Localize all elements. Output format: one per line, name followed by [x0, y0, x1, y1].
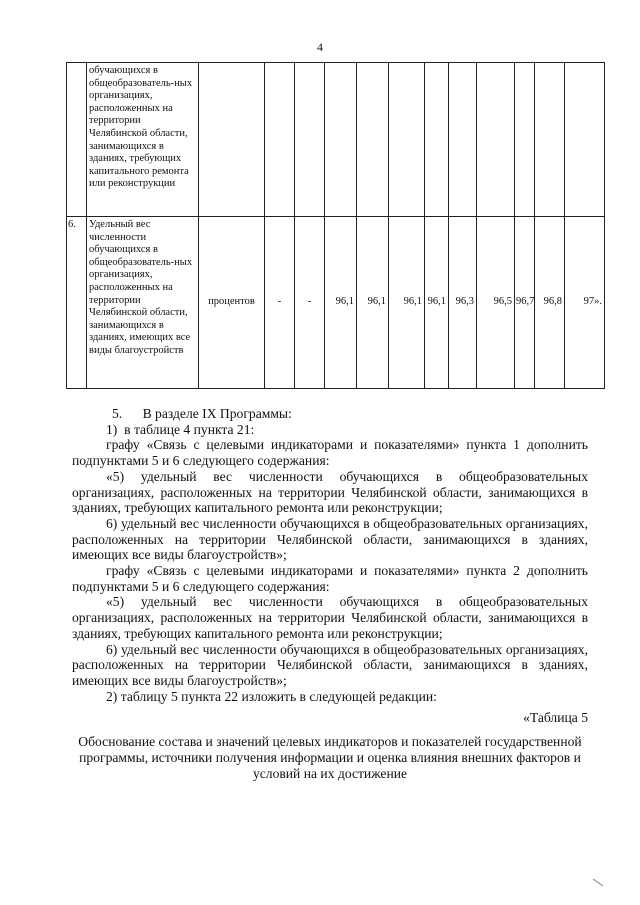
value-cell: 96,7: [515, 217, 535, 389]
indicator-name-cell: обучающихся в общеобразователь-ных организациях, расположенных на территории Челябинской области, занимающихся в зданиях, требующих капитального ремонта или реконструкции: [87, 63, 199, 217]
value-cell: 96,1: [425, 217, 449, 389]
value-cell: 96,8: [535, 217, 565, 389]
table-row: [67, 217, 605, 389]
paragraph: 2) таблицу 5 пункта 22 изложить в следующей редакции:: [106, 688, 437, 704]
table-label: «Таблица 5: [523, 710, 588, 726]
paragraph: 6) удельный вес численности обучающихся в общеобразовательных организациях, расположенных на территории Челябинской области, занимающихся в зданиях, имеющих все виды благоустройств»;: [72, 515, 588, 563]
page-number: 4: [317, 40, 323, 54]
indicators-table: [66, 62, 605, 389]
value-cell: -: [295, 217, 325, 389]
document-body: [72, 406, 588, 782]
section-heading: 5. В разделе IX Программы:: [112, 406, 292, 421]
scan-mark: [593, 879, 603, 887]
value-cell: 96,1: [389, 217, 425, 389]
paragraph: графу «Связь с целевыми индикаторами и показателями» пункта 1 дополнить подпунктами 5 и 6 следующего содержания:: [72, 437, 588, 469]
value-cell: 96,1: [325, 217, 357, 389]
value-cell: 96,5: [477, 217, 515, 389]
value-cell: 96,1: [357, 217, 389, 389]
value-cell: 96,3: [449, 217, 477, 389]
row-number-cell: [67, 63, 87, 217]
value-cell: 97».: [565, 217, 605, 389]
value-cell: -: [265, 217, 295, 389]
table-row: [67, 63, 605, 217]
paragraph: 6) удельный вес численности обучающихся в общеобразовательных организациях, расположенных на территории Челябинской области, занимающихся в зданиях, имеющих все виды благоустройств»;: [72, 641, 588, 688]
unit-cell: процентов: [199, 217, 265, 389]
paragraph: графу «Связь с целевыми индикаторами и показателями» пункта 2 дополнить подпунктами 5 и 6 следующего содержания:: [72, 563, 588, 594]
paragraph: «5) удельный вес численности обучающихся в общеобразовательных организациях, расположенных на территории Челябинской области, занимающихся в зданиях, требующих капитального ремонта или реконструкции;: [72, 594, 588, 641]
paragraph: «5) удельный вес численности обучающихся в общеобразовательных организациях, расположенных на территории Челябинской области, занимающихся в зданиях, требующих капитального ремонта или реконструкции;: [72, 468, 588, 516]
row-number-cell: 6.: [67, 217, 87, 389]
paragraph: 1) в таблице 4 пункта 21:: [106, 421, 255, 437]
table-title: Обоснование состава и значений целевых индикаторов и показателей государственной программы, источники получения информации и оценка влияния внешних факторов и условий на их достижение: [78, 734, 582, 782]
indicator-name-cell: Удельный вес численности обучающихся в общеобразователь-ных организациях, расположенных на территории Челябинской области, занимающихся в зданиях, имеющих все виды благоустройств: [87, 217, 199, 389]
